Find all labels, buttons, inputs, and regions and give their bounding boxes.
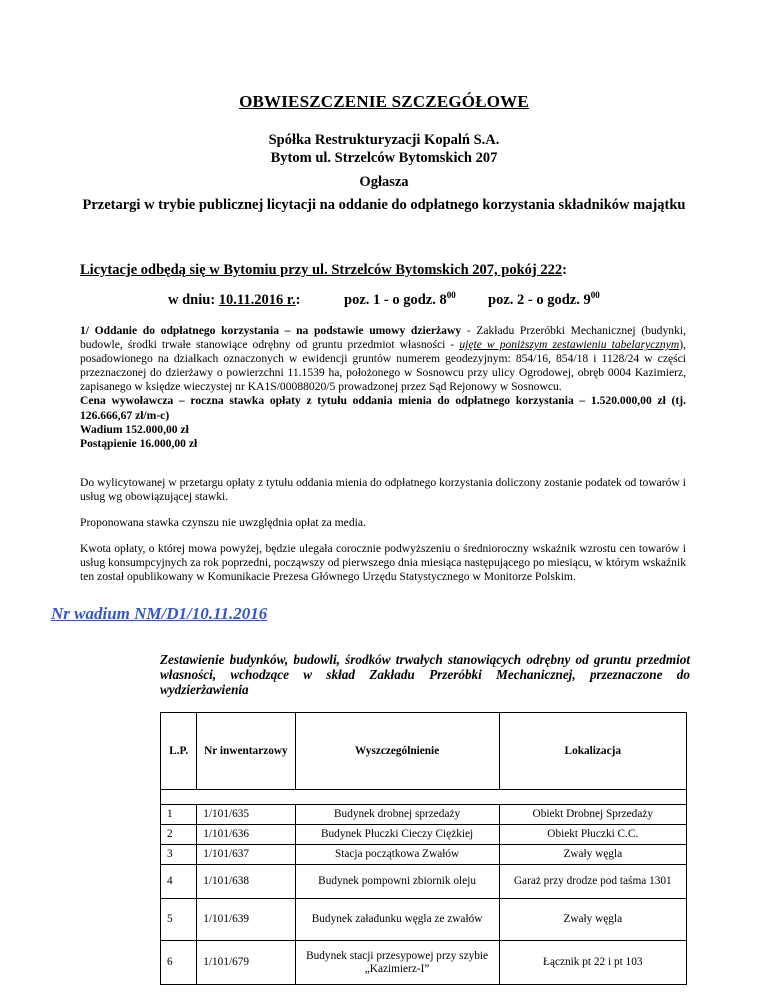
cell-description: Budynek drobnej sprzedaży [295,805,499,825]
cell-location: Zwały węgla [499,845,686,865]
cell-location: Łącznik pt 22 i pt 103 [499,941,686,985]
table-spacer-row [161,790,687,805]
announces-label: Ogłasza [359,174,409,190]
position-1-minutes: 00 [446,290,456,301]
index-paragraph: Kwota opłaty, o której mowa powyżej, będzie ulegała corocznie podwyższeniu o średnioroczny wskaźnik wzrostu cen towarów i usług konsumpcyjnych za rok poprzedni, począwszy od pierwszego dnia miesiąca następującego po miesiącu, w którym wskaźnik ten został opublikowany w Komunikacie Prezesa Głównego Urzędu Statystycznego w Monitorze Polskim. [80,542,686,584]
header-description: Wyszczególnienie [295,713,499,790]
cell-lp: 1 [161,805,197,825]
table-row [161,941,687,985]
table-row [161,899,687,941]
auction-location-colon: : [562,262,567,278]
cell-inventory-number: 1/101/638 [197,865,295,899]
inventory-table [160,712,687,985]
cell-description: Budynek Płuczki Cieczy Ciężkiej [295,825,499,845]
auction-date [168,292,300,309]
item-1-description [80,324,686,451]
item-1-table-reference: ujęte w poniższym zestawieniu tabelarycznym [459,338,680,352]
table-row [161,845,687,865]
auction-date-prefix: w dniu: [168,292,219,308]
table-row [161,805,687,825]
position-2-time [488,292,600,309]
item-1-postapienie: Postąpienie 16.000,00 zł [80,436,198,450]
table-header-row [161,713,687,790]
cell-location: Zwały węgla [499,899,686,941]
cell-lp: 5 [161,899,197,941]
header-lp: L.P. [161,713,197,790]
item-1-price: Cena wywoławcza – roczna stawka opłaty z tytułu oddania mienia do odpłatnego korzystania – 1.520.000,00 zł (tj. 126.666,67 zł/m-c) [80,394,686,422]
cell-inventory-number: 1/101/635 [197,805,295,825]
auction-date-value: 10.11.2016 r. [218,292,296,308]
header-inventory-number: Nr inwentarzowy [197,713,295,790]
cell-lp: 4 [161,865,197,899]
auction-date-suffix: : [295,292,301,308]
item-1-text-a: - Zakładu Przeróbki Mechanicznej (budynki, budowle, środki trwałe stanowiące odrębny od gruntu przedmiot własności - [80,324,686,352]
cell-inventory-number: 1/101/639 [197,899,295,941]
cell-inventory-number: 1/101/679 [197,941,295,985]
cell-description: Stacja początkowa Zwałów [295,845,499,865]
wadium-number: Nr wadium NM/D1/10.11.2016 [51,604,268,623]
position-1-text: poz. 1 - o godz. 8 [344,292,447,308]
cell-lp: 2 [161,825,197,845]
cell-inventory-number: 1/101/636 [197,825,295,845]
cell-inventory-number: 1/101/637 [197,845,295,865]
position-1-time [344,292,456,309]
auction-location [80,262,720,279]
company-name: Spółka Restrukturyzacji Kopalń S.A. [268,132,500,148]
cell-lp: 3 [161,845,197,865]
media-paragraph: Proponowana stawka czynszu nie uwzględnia opłat za media. [80,516,366,529]
table-row [161,825,687,845]
item-1-wadium: Wadium 152.000,00 zł [80,422,189,436]
auction-location-text: Licytacje odbędą się w Bytomiu przy ul. Strzelców Bytomskich 207, pokój 222 [80,262,563,278]
cell-location: Garaż przy drodze pod taśma 1301 [499,865,686,899]
cell-location: Obiekt Płuczki C.C. [499,825,686,845]
company-address: Bytom ul. Strzelców Bytomskich 207 [270,150,498,166]
announcement-subject: Przetargi w trybie publicznej licytacji na oddanie do odpłatnego korzystania składników majątku [82,197,686,213]
header-location: Lokalizacja [499,713,686,790]
item-1-text-b: ), posadowionego na działkach oznaczonych w ewidencji gruntów numerem geodezyjnym: 854/16, 854/18 i 1128/24 w części przeznaczonej do dzierżawy o powierzchni 11.1539 ha, położonego w Sosnowcu przy ulicy Ogrodowej, obręb 0004 Kazimierz, zapisanego w księdze wieczystej nr KA1S/00088020/5 prowadzonej przez Sąd Rejonowy w Sosnowcu. [80,338,686,394]
cell-description: Budynek załadunku węgla ze zwałów [295,899,499,941]
document-title: OBWIESZCZENIE SZCZEGÓŁOWE [239,92,529,111]
cell-description: Budynek stacji przesypowej przy szybie „Kazimierz-I” [295,941,499,985]
item-1-lead: 1/ Oddanie do odpłatnego korzystania – na podstawie umowy dzierżawy [80,324,462,337]
table-row [161,865,687,899]
cell-lp: 6 [161,941,197,985]
position-2-minutes: 00 [590,290,600,301]
vat-paragraph: Do wylicytowanej w przetargu opłaty z tytułu oddania mienia do odpłatnego korzystania doliczony zostanie podatek od towarów i usług wg obowiązującej stawki. [80,476,686,504]
cell-location: Obiekt Drobnej Sprzedaży [499,805,686,825]
table-title: Zestawienie budynków, budowli, środków trwałych stanowiących odrębny od gruntu przedmiot własności, wchodzące w skład Zakładu Przeróbki Mechanicznej, przeznaczone do wydzierżawienia [160,652,690,697]
cell-description: Budynek pompowni zbiornik oleju [295,865,499,899]
position-2-text: poz. 2 - o godz. 9 [488,292,591,308]
